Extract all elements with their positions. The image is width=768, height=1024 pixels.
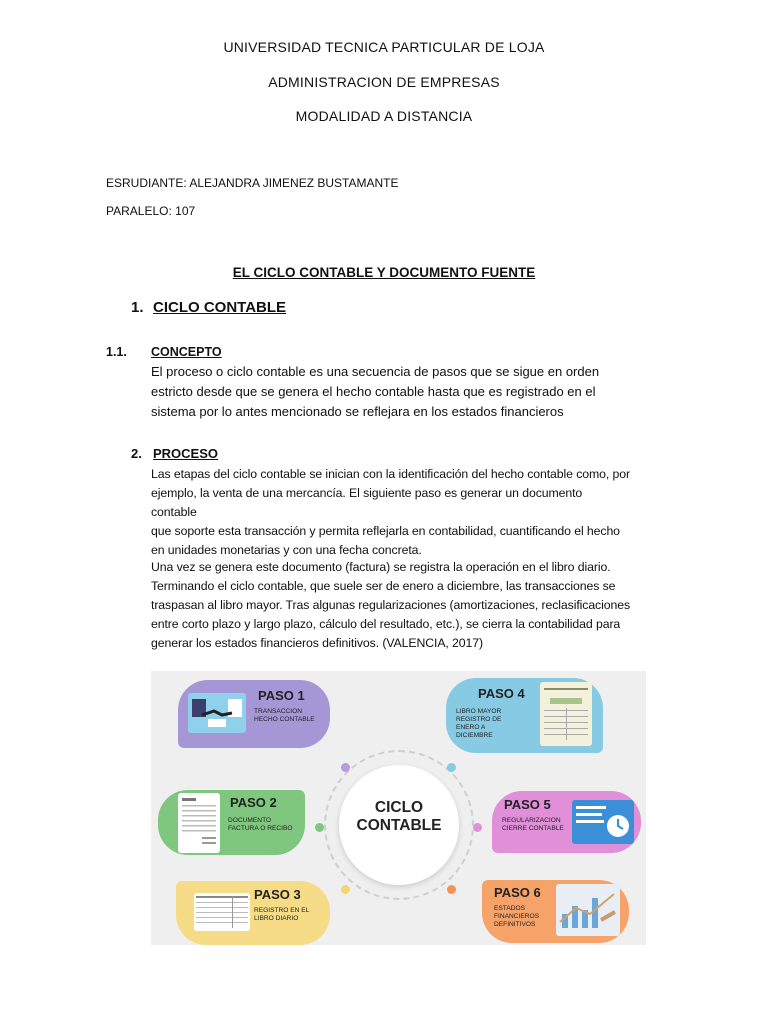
section-number: 1. (131, 299, 144, 316)
section-label: PROCESO (153, 446, 219, 461)
subsection-label: CONCEPTO (151, 345, 222, 359)
paragraph-line: sistema por lo antes mencionado se reflejara en los estados financieros (151, 404, 564, 419)
step-text-line: DEFINITIVOS (494, 921, 536, 928)
center-label-line: CICLO (374, 799, 424, 816)
invoice-icon (178, 793, 220, 853)
proceso-paragraph-1 (151, 465, 631, 560)
subsection-heading-concepto (106, 345, 222, 359)
paragraph-line: ejemplo, la venta de una mercancía. El siguiente paso es generar un documento contable (151, 486, 583, 519)
step-text-line: LIBRO DIARIO (254, 915, 299, 922)
proceso-paragraph-2 (151, 558, 631, 653)
step-text-line: ESTADOS (494, 905, 526, 912)
student-name: ESRUDIANTE: ALEJANDRA JIMENEZ BUSTAMANTE (106, 176, 399, 190)
section-heading-ciclo-contable (131, 299, 286, 316)
cycle-dot (341, 885, 350, 894)
step-title: PASO 2 (230, 795, 277, 810)
step-2-bubble (158, 790, 305, 855)
journal-ledger-icon (194, 893, 250, 931)
step-text-line: REGISTRO EN EL (254, 907, 310, 914)
cycle-dot (447, 885, 456, 894)
step-text-line: LIBRO MAYOR (456, 708, 502, 715)
center-label-line: CONTABLE (356, 817, 442, 834)
paragraph-line: El proceso o ciclo contable es una secuencia de pasos que se sigue en orden (151, 364, 600, 379)
step-text-line: CIERRE CONTABLE (502, 825, 564, 832)
faculty-name: ADMINISTRACION DE EMPRESAS (268, 74, 500, 90)
step-text-line: REGULARIZACION (502, 817, 561, 824)
cycle-dot (315, 823, 324, 832)
modality: MODALIDAD A DISTANCIA (295, 108, 473, 124)
step-text-line: FACTURA O RECIBO (228, 825, 293, 832)
paragraph-line: estricto desde que se genera el hecho contable hasta que es registrado en el (151, 384, 596, 399)
financial-statements-icon (556, 884, 620, 936)
paragraph-line: entre corto plazo y largo plazo, cálculo del resultado, etc.), se cierra la contabilidad para (151, 617, 621, 631)
general-ledger-icon (540, 682, 592, 746)
step-description (456, 708, 501, 740)
paragraph-line: Terminando el ciclo contable, que suele ser de enero a diciembre, las transacciones se (151, 579, 616, 593)
step-title: PASO 5 (504, 797, 551, 812)
paragraph-line: en unidades monetarias y con una fecha concreta. (151, 543, 422, 557)
step-text-line: DICIEMBRE (456, 732, 493, 739)
step-1-bubble (178, 680, 330, 748)
paragraph-line: que soporte esta transacción y permita reflejarla en contabilidad, cuantificando el hecho (151, 524, 620, 538)
step-title: PASO 6 (494, 885, 541, 900)
step-6-bubble (482, 880, 629, 943)
cycle-center-label (339, 799, 459, 835)
section-label: CICLO CONTABLE (153, 299, 287, 316)
paragraph-line: generar los estados financieros definitivos. (VALENCIA, 2017) (151, 636, 484, 650)
step-title: PASO 1 (258, 688, 305, 703)
step-text-line: ENERO A (456, 724, 486, 731)
cycle-dot (447, 763, 456, 772)
paragraph-line: traspasan al libro mayor. Tras algunas regularizaciones (amortizaciones, reclasificaciones (151, 598, 631, 612)
cycle-dot (341, 763, 350, 772)
paragraph-line: Una vez se genera este documento (factura) se registra la operación en el libro diario. (151, 560, 611, 574)
step-text-line: HECHO CONTABLE (254, 716, 315, 723)
step-title: PASO 4 (478, 686, 525, 701)
step-description (254, 907, 309, 923)
step-4-bubble (446, 678, 603, 753)
step-title: PASO 3 (254, 887, 301, 902)
document-title: EL CICLO CONTABLE Y DOCUMENTO FUENTE (232, 265, 536, 280)
closing-clock-icon (572, 800, 634, 844)
section-heading-proceso (131, 446, 218, 461)
handshake-icon (188, 693, 246, 733)
section-number: 2. (131, 446, 142, 461)
step-description (494, 905, 539, 929)
ciclo-contable-infographic (151, 671, 646, 945)
step-text-line: REGISTRO DE (456, 716, 502, 723)
step-3-bubble (176, 881, 330, 945)
step-description (502, 817, 564, 833)
paragraph-line: Las etapas del ciclo contable se inician con la identificación del hecho contable como, por (151, 467, 630, 481)
step-text-line: DOCUMENTO (228, 817, 272, 824)
university-name: UNIVERSIDAD TECNICA PARTICULAR DE LOJA (223, 39, 545, 55)
cycle-dot (473, 823, 482, 832)
step-text-line: TRANSACCION (254, 708, 302, 715)
step-description (254, 708, 315, 724)
step-5-bubble (492, 791, 641, 853)
paralelo: PARALELO: 107 (106, 204, 196, 218)
step-text-line: FINANCIEROS (494, 913, 540, 920)
subsection-number: 1.1. (106, 345, 127, 359)
step-description (228, 817, 292, 833)
concepto-paragraph (151, 362, 631, 422)
